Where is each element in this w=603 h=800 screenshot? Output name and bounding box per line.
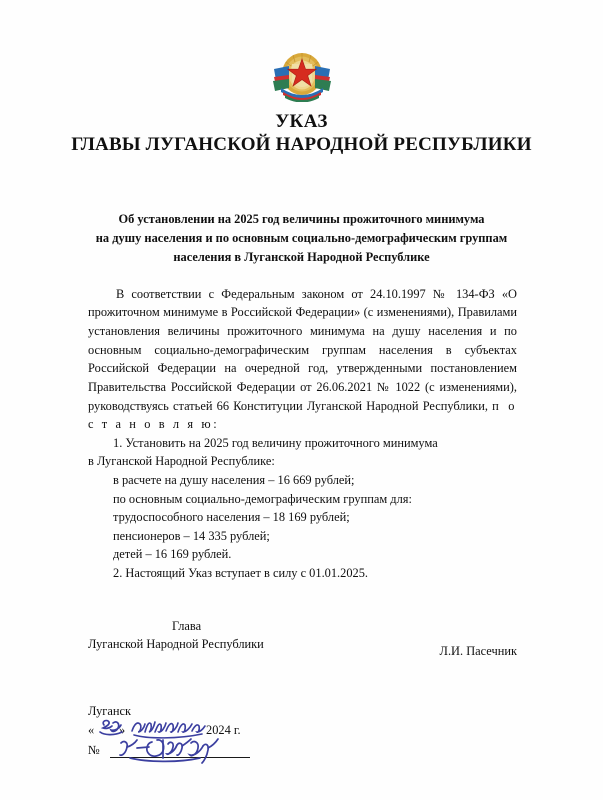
luhansk-coat-of-arms-icon	[271, 44, 333, 102]
clause-2: 2. Настоящий Указ вступает в силу с 01.01.2025.	[113, 566, 369, 581]
date-row	[88, 721, 388, 740]
signatory-name: Л.И. Пасечник	[439, 644, 517, 659]
emblem-container	[0, 0, 603, 102]
clause-1-line-2: в Луганской Народной Республике:	[88, 454, 275, 469]
quote-close: »	[119, 722, 126, 737]
clause-children: детей – 16 169 рублей.	[113, 547, 232, 562]
number-underline	[110, 757, 250, 758]
signatory-role-line1: Глава	[172, 618, 202, 633]
subject-line-2: на душу населения и по основным социально-демографическим группам	[95, 231, 508, 246]
quote-open: «	[88, 722, 95, 737]
year-label: 2024 г.	[206, 722, 241, 737]
number-row	[88, 740, 388, 760]
subject-line-3: населения в Луганской Народной Республике	[173, 250, 430, 265]
clause-groups-intro: по основным социально-демографическим группам для:	[113, 491, 412, 506]
signatory-role-line2: Луганской Народной Республики	[88, 637, 264, 652]
document-title-line1: УКАЗ	[275, 111, 328, 132]
decree-word: п о с т а н о в л я ю:	[88, 398, 517, 432]
clause-pensioners: пенсионеров – 14 335 рублей;	[113, 528, 270, 543]
preamble-paragraph	[88, 285, 517, 434]
signature-block	[88, 617, 517, 661]
document-subject	[86, 210, 517, 267]
document-footer	[88, 703, 388, 760]
document-title-line2: ГЛАВЫ ЛУГАНСКОЙ НАРОДНОЙ РЕСПУБЛИКИ	[71, 134, 532, 156]
clause-1-line-1: 1. Установить на 2025 год величину прожиточного минимума	[113, 435, 438, 450]
subject-line-1: Об установлении на 2025 год величины прожиточного минимума	[118, 212, 485, 227]
clause-per-capita: в расчете на душу населения – 16 669 рублей;	[113, 472, 355, 487]
number-label: №	[88, 742, 100, 757]
document-body	[88, 285, 517, 583]
preamble-text: В соответствии с Федеральным законом от 24.10.1997 № 134-ФЗ «О прожиточном минимуме в Российской Федерации» (с изменениями), Правилами установления величины прожиточного минимума на душу населения и по основным социально-демографическим группам населения в субъектах Российской Федерации на очередной год, утвержденными постановлением Правительства Российской Федерации от 26.06.2021 № 1022 (с изменениями), руководствуясь статьей 66 Конституции Луганской Народной Республики,	[88, 286, 517, 413]
city-label: Луганск	[88, 703, 132, 718]
clause-working-age: трудоспособного населения – 18 169 рублей;	[113, 510, 350, 525]
